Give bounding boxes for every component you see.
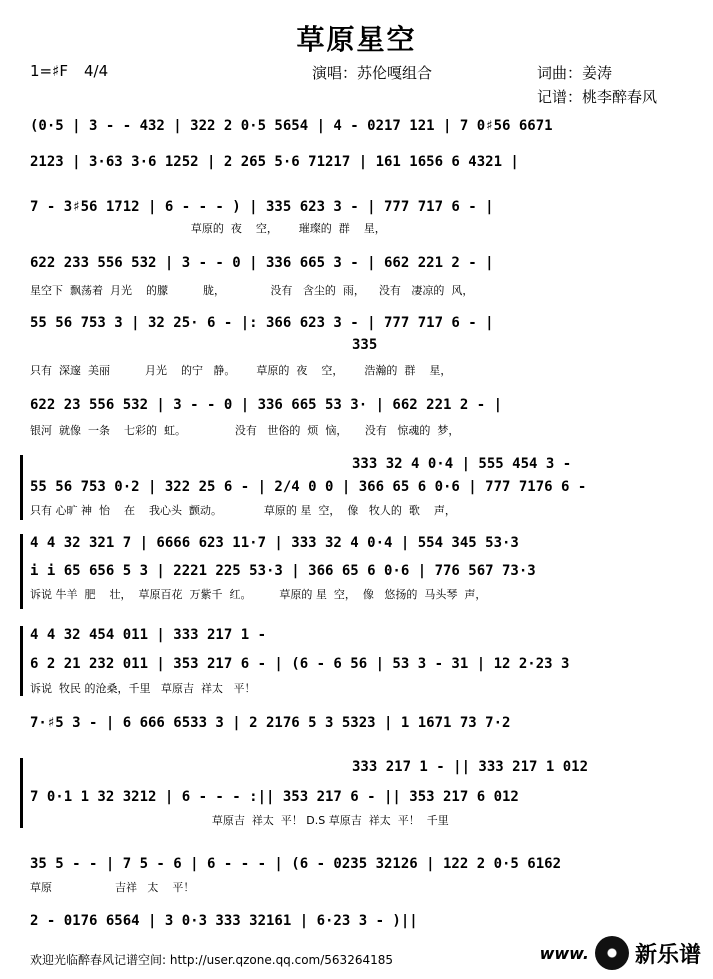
singer: 演唱：苏伦嘎组合 — [312, 64, 433, 82]
score-line-5: 55 56 753 3 | 32 25· 6 - |: 366 623 3 - | 777 717 6 - | — [30, 315, 494, 331]
score-line-7: 55 56 753 0·2 | 322 25 6 - | 2/4 0 0 | 366 65 6 0·6 | 777 7176 6 - — [30, 479, 587, 495]
system-bracket — [20, 758, 23, 828]
score-line-13: 2 - 0176 6564 | 3 0·3 333 32161 | 6·23 3 - )|| — [30, 913, 418, 929]
lyrics-line-4: 银河 就像 一条 七彩的 虹。 没有 世俗的 烦 恼， 没有 惊魂的 梦， — [30, 424, 460, 437]
composer: 词曲：姜涛 — [537, 64, 613, 82]
score-line-8: i i 65 656 5 3 | 2221 225 53·3 | 366 65 6 0·6 | 776 567 73·3 — [30, 563, 536, 579]
score-line-3: 7 - 3♯56 1712 | 6 - - - ) | 335 623 3 - | 777 717 6 - | — [30, 199, 494, 215]
score-line-10: 7·♯5 3 - | 6 666 6533 3 | 2 2176 5 3 5323 | 1 1671 73 7·2 — [30, 715, 511, 731]
lyrics-line-2: 星空下 飘荡着 月光 的朦 胧， 没有 含尘的 雨， 没有 凄凉的 风， — [30, 284, 474, 297]
system-bracket — [20, 534, 23, 609]
system-bracket — [20, 626, 23, 696]
score-line-12: 35 5 - - | 7 5 - 6 | 6 - - - | (6 - 0235 32126 | 122 2 0·5 6162 — [30, 856, 562, 872]
site-logo — [540, 936, 701, 970]
lyrics-line-1: 草原的 夜 空， 璀璨的 群 星， — [30, 222, 386, 235]
lyrics-line-9: 草原 吉祥 太 平！ — [30, 881, 195, 894]
score-line-1: (0·5 | 3 - - 432 | 322 2 0·5 5654 | 4 - 0217 121 | 7 0♯56 6671 — [30, 118, 553, 134]
time-signature: 4/4 — [84, 62, 109, 80]
lyrics-line-8: 草原吉 祥太 平！ D.S 草原吉 祥太 平！ 千里 — [30, 814, 449, 827]
score-line-8-upper: 4 4 32 321 7 | 6666 623 11·7 | 333 32 4 0·4 | 554 345 53·3 — [30, 535, 519, 551]
transcriber: 记谱：桃李醉春风 — [537, 88, 658, 106]
logo-name: 新乐谱 — [634, 942, 701, 968]
score-line-6: 622 23 556 532 | 3 - - 0 | 336 665 53 3· | 662 221 2 - | — [30, 397, 503, 413]
record-disc-icon — [595, 936, 629, 970]
score-line-2: 2123 | 3·63 3·6 1252 | 2 265 5·6 71217 | 161 1656 6 4321 | — [30, 154, 519, 170]
lyrics-line-5: 只有 心旷 神 怡 在 我心头 颤动。 草原的 星 空， 像 牧人的 歌 声， — [30, 504, 456, 517]
score-line-11-upper: 333 217 1 - || 333 217 1 012 — [352, 759, 589, 775]
score-line-9-upper: 4 4 32 454 011 | 333 217 1 - — [30, 627, 267, 643]
footer-text: 欢迎光临醉春风记谱空间: http://user.qzone.qq.com/563264185 — [30, 953, 394, 967]
score-line-11: 7 0·1 1 32 3212 | 6 - - - :|| 353 217 6 - || 353 217 6 012 — [30, 789, 519, 805]
lyrics-line-7: 诉说 牧民 的沧桑，千里 草原吉 祥太 平！ — [30, 682, 256, 695]
score-line-7-upper: 333 32 4 0·4 | 555 454 3 - — [352, 456, 572, 472]
page-title: 草原星空 — [296, 23, 417, 56]
lyrics-line-3: 只有 深邃 美丽 月光 的宁 静。 草原的 夜 空， 浩瀚的 群 星， — [30, 364, 452, 377]
key-signature: 1=♯F — [30, 62, 68, 80]
logo-prefix: www. — [539, 943, 589, 963]
score-line-4: 622 233 556 532 | 3 - - 0 | 336 665 3 - | 662 221 2 - | — [30, 255, 494, 271]
score-line-5-lower: 335 — [352, 337, 378, 353]
score-line-9: 6 2 21 232 011 | 353 217 6 - | (6 - 6 56 | 53 3 - 31 | 12 2·23 3 — [30, 656, 570, 672]
lyrics-line-6: 诉说 牛羊 肥 壮， 草原百花 万紫千 红。 草原的 星 空， 像 悠扬的 马头琴 声， — [30, 588, 487, 601]
system-bracket — [20, 455, 23, 520]
